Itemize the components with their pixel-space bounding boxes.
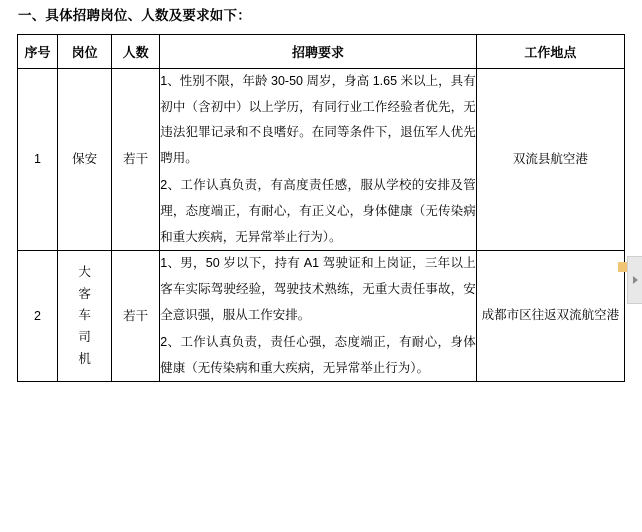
cell-count: 若干: [112, 68, 160, 250]
cell-location: 双流县航空港: [476, 68, 624, 250]
cell-requirements: [160, 68, 477, 250]
cell-count: 若干: [112, 251, 160, 382]
table-row: [18, 68, 625, 250]
column-header-location: 工作地点: [476, 34, 624, 68]
chevron-right-icon: [633, 276, 638, 284]
cell-no: 2: [18, 251, 58, 382]
requirement-item: 2、工作认真负责，有高度责任感，服从学校的安排及管理，态度端正，有耐心，有正义心，身体健康（无传染病和重大疾病，无异常举止行为）。: [160, 178, 476, 244]
requirement-item: 2、工作认真负责，责任心强，态度端正，有耐心，身体健康（无传染病和重大疾病，无异常举止行为）。: [160, 335, 476, 375]
table-header-row: [18, 34, 625, 68]
page-title: 一、具体招聘岗位、人数及要求如下：: [18, 8, 251, 23]
requirement-item: 1、性别不限，年龄 30-50 周岁，身高 1.65 米以上，具有初中（含初中）以上学历，有同行业工作经验者优先，无违法犯罪记录和不良嗜好。在同等条件下，退伍军人优先聘用。: [160, 73, 476, 165]
scroll-handle[interactable]: [627, 256, 642, 304]
cell-location: 成都市区往返双流航空港: [476, 251, 624, 382]
column-header-post: 岗位: [58, 34, 112, 68]
cell-no: 1: [18, 68, 58, 250]
cell-post: [58, 68, 112, 250]
cell-post-text: 保安: [72, 152, 98, 167]
column-header-no: 序号: [18, 34, 58, 68]
cell-post: [58, 251, 112, 382]
column-header-requirements: 招聘要求: [160, 34, 477, 68]
table-row: [18, 251, 625, 382]
column-header-count: 人数: [112, 34, 160, 68]
requirement-item: 1、男，50 岁以下，持有 A1 驾驶证和上岗证，三年以上客车实际驾驶经验，驾驶技术熟练，无重大责任事故，安全意识强，服从工作安排。: [160, 256, 476, 322]
recruitment-table: [17, 34, 625, 383]
cell-requirements: [160, 251, 477, 382]
cell-post-text: 大 客 车 司 机: [78, 264, 91, 367]
